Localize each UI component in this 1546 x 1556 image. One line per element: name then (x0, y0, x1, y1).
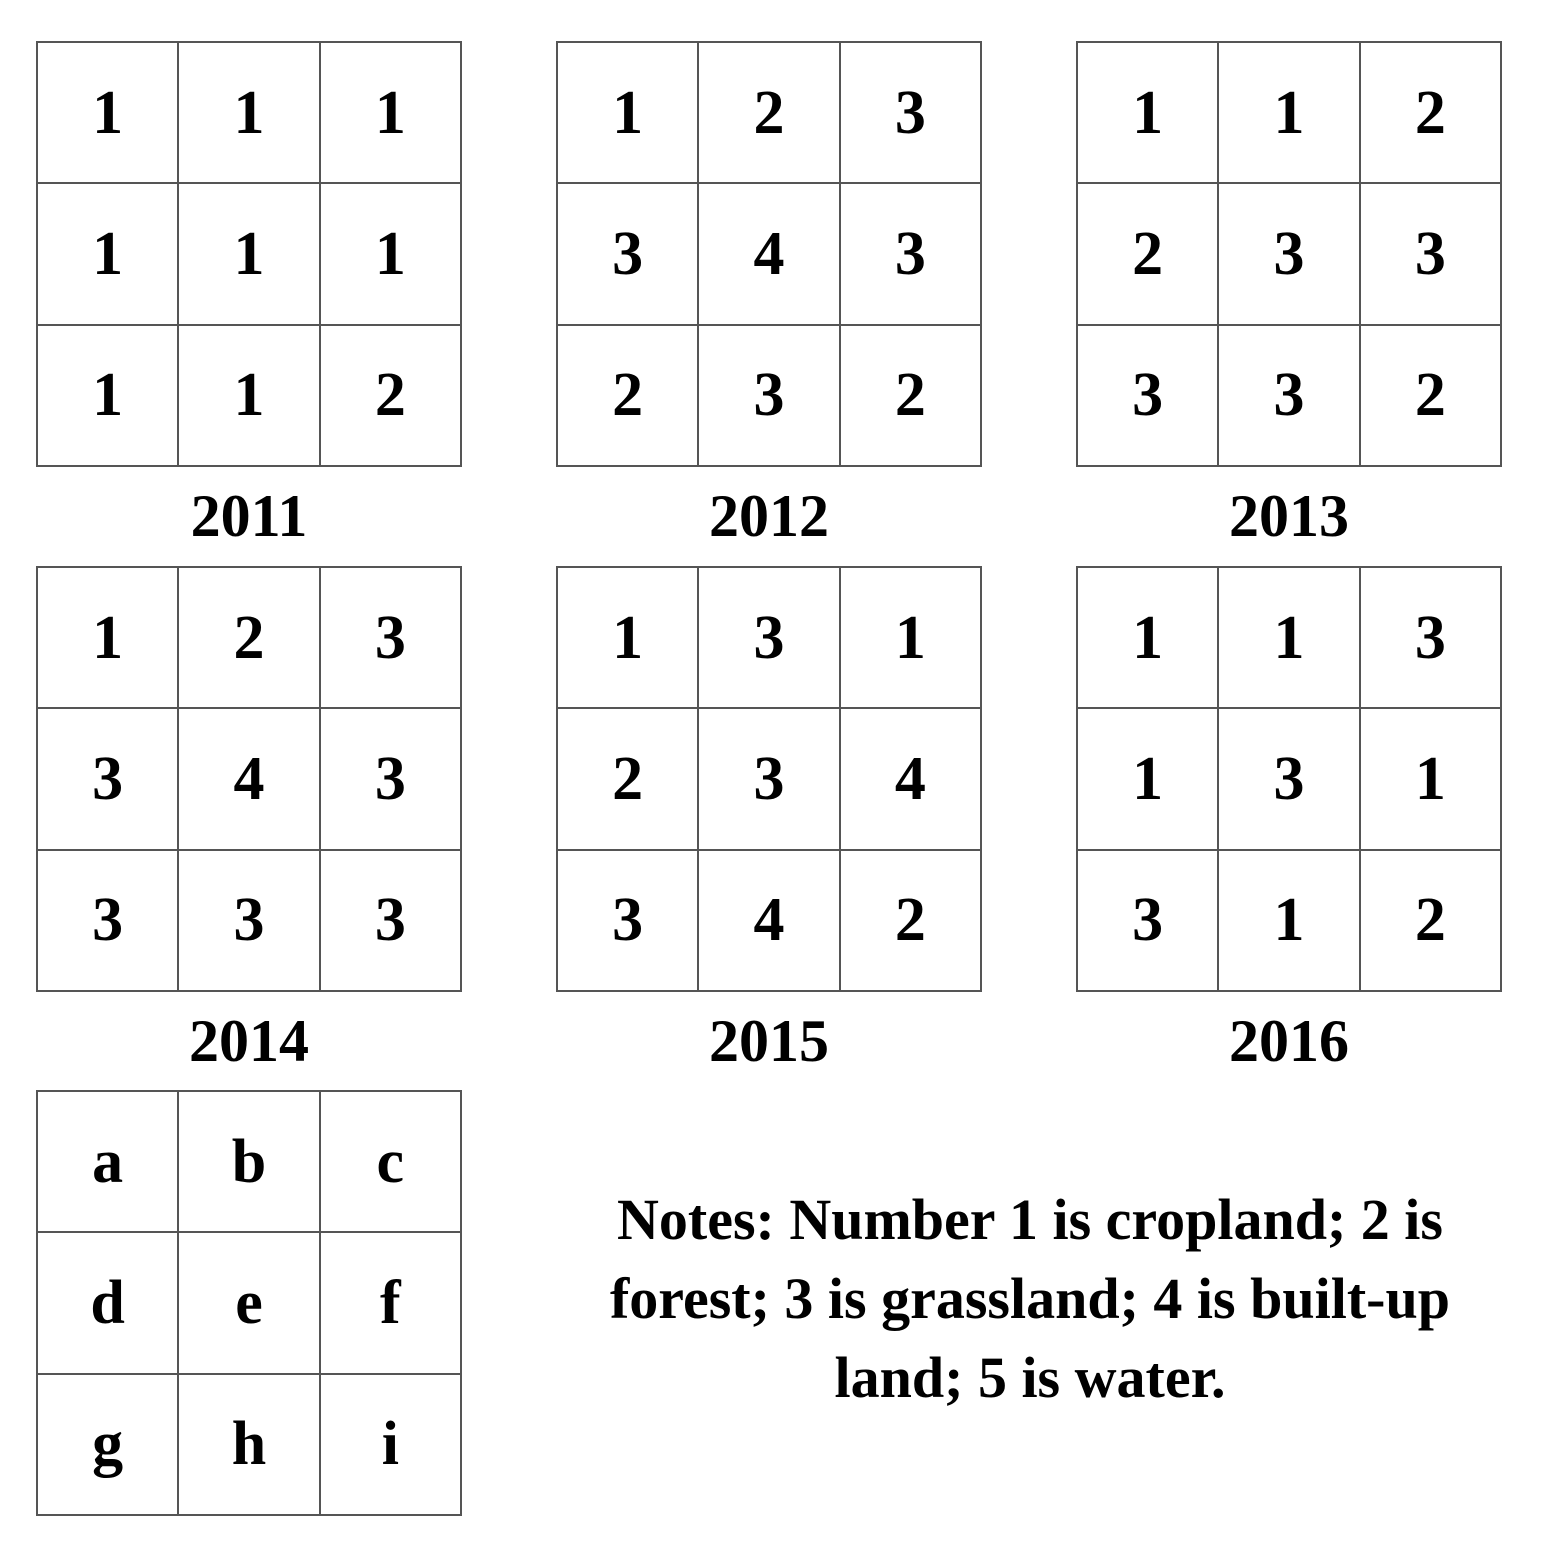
year-label-2016: 2016 (1229, 1008, 1349, 1074)
key-cell: f (321, 1233, 462, 1374)
grid-cell: 1 (179, 184, 320, 325)
grid-cell: 1 (38, 326, 179, 467)
grid-cell: 2 (841, 851, 982, 992)
key-cell: c (321, 1092, 462, 1233)
grid-2014 (36, 566, 462, 992)
year-label-2012: 2012 (709, 483, 829, 549)
grid-cell: 3 (841, 184, 982, 325)
year-label-2013: 2013 (1229, 483, 1349, 549)
grid-cell: 2 (841, 326, 982, 467)
grid-cell: 2 (179, 568, 320, 709)
grid-cell: 3 (321, 709, 462, 850)
key-cell: e (179, 1233, 320, 1374)
grid-cell: 1 (321, 184, 462, 325)
grid-cell: 1 (558, 43, 699, 184)
year-label-2014: 2014 (189, 1008, 309, 1074)
key-cell: a (38, 1092, 179, 1233)
key-cell: h (179, 1375, 320, 1516)
grid-cell: 3 (699, 568, 840, 709)
grid-cell: 1 (841, 568, 982, 709)
grid-cell: 1 (179, 43, 320, 184)
grid-cell: 1 (321, 43, 462, 184)
grid-cell: 1 (38, 43, 179, 184)
grid-cell: 3 (179, 851, 320, 992)
year-label-2011: 2011 (190, 483, 308, 549)
key-cell: g (38, 1375, 179, 1516)
key-grid (36, 1090, 462, 1516)
grid-cell: 3 (1361, 184, 1502, 325)
grid-cell: 4 (699, 184, 840, 325)
grid-cell: 2 (1361, 851, 1502, 992)
grid-cell: 3 (321, 851, 462, 992)
grid-cell: 3 (699, 709, 840, 850)
grid-cell: 3 (1219, 184, 1360, 325)
grid-cell: 3 (38, 851, 179, 992)
grid-cell: 3 (841, 43, 982, 184)
grid-cell: 1 (38, 568, 179, 709)
grid-2011 (36, 41, 462, 467)
grid-cell: 2 (1361, 326, 1502, 467)
grid-cell: 3 (1219, 709, 1360, 850)
grid-cell: 3 (699, 326, 840, 467)
grid-cell: 1 (558, 568, 699, 709)
grid-cell: 1 (1078, 43, 1219, 184)
grid-cell: 1 (1219, 568, 1360, 709)
grid-cell: 1 (179, 326, 320, 467)
grid-cell: 4 (699, 851, 840, 992)
grid-cell: 1 (1078, 568, 1219, 709)
grid-cell: 3 (1078, 326, 1219, 467)
grid-2015 (556, 566, 982, 992)
grid-cell: 3 (558, 851, 699, 992)
grid-cell: 2 (558, 709, 699, 850)
key-cell: i (321, 1375, 462, 1516)
grid-cell: 3 (38, 709, 179, 850)
grid-cell: 1 (1219, 43, 1360, 184)
grid-cell: 3 (1219, 326, 1360, 467)
grid-2012 (556, 41, 982, 467)
grid-cell: 1 (1361, 709, 1502, 850)
key-cell: d (38, 1233, 179, 1374)
grid-cell: 4 (179, 709, 320, 850)
grid-cell: 2 (1078, 184, 1219, 325)
grid-cell: 1 (38, 184, 179, 325)
grid-cell: 2 (699, 43, 840, 184)
year-label-2015: 2015 (709, 1008, 829, 1074)
notes-text: Notes: Number 1 is cropland; 2 is forest; 3 is grassland; 4 is built-up land; 5 is water. (609, 1187, 1451, 1410)
grid-cell: 2 (321, 326, 462, 467)
grid-cell: 3 (1078, 851, 1219, 992)
grid-cell: 2 (1361, 43, 1502, 184)
grid-cell: 1 (1078, 709, 1219, 850)
grid-cell: 4 (841, 709, 982, 850)
grid-cell: 3 (321, 568, 462, 709)
grid-cell: 3 (1361, 568, 1502, 709)
grid-cell: 2 (558, 326, 699, 467)
grid-2016 (1076, 566, 1502, 992)
key-cell: b (179, 1092, 320, 1233)
grid-cell: 1 (1219, 851, 1360, 992)
grid-cell: 3 (558, 184, 699, 325)
grid-2013 (1076, 41, 1502, 467)
